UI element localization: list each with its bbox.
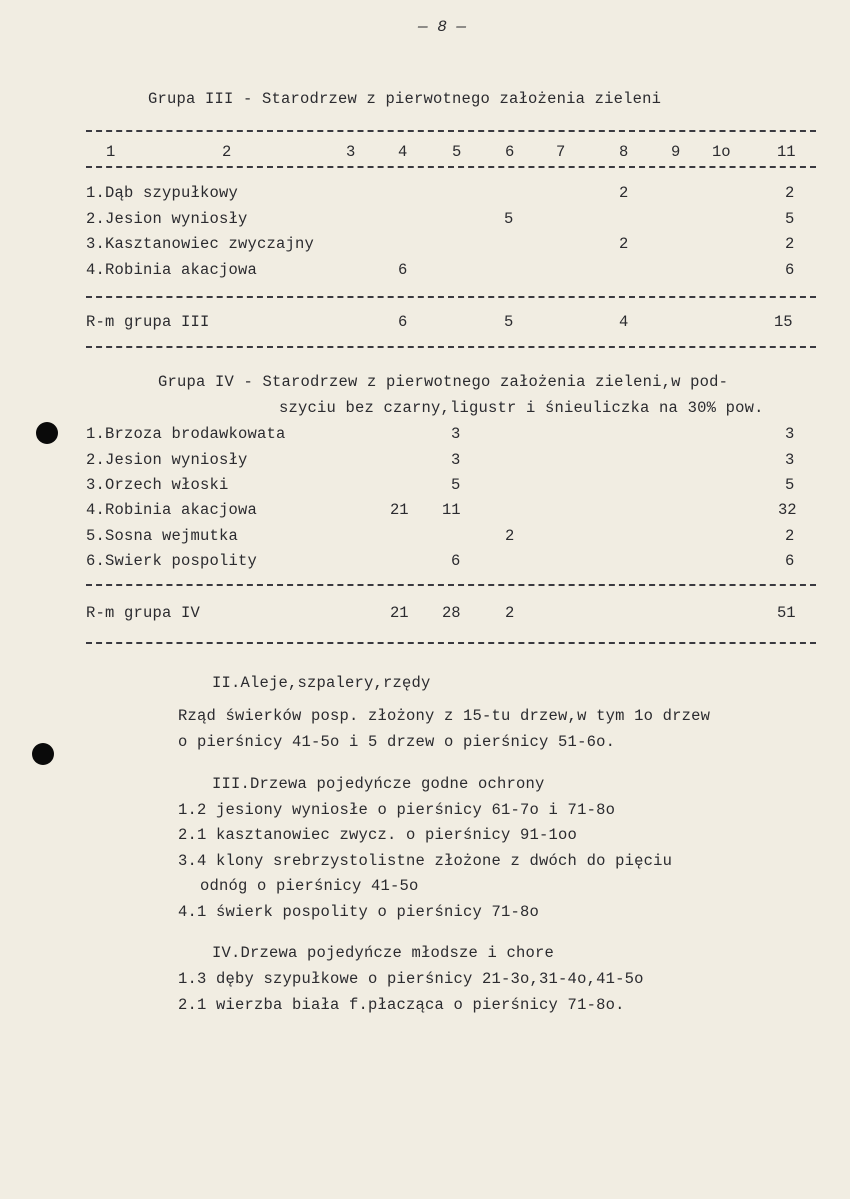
- col-header: 7: [556, 143, 566, 161]
- list-item: 1.2 jesiony wyniosłe o pierśnicy 61-7o i 71-8o: [178, 801, 616, 819]
- total-value: 28: [442, 604, 461, 622]
- section2-line: o pierśnicy 41-5o i 5 drzew o pierśnicy 51-6o.: [178, 733, 616, 751]
- section2-heading: II.Aleje,szpalery,rzędy: [212, 674, 431, 692]
- rule: [86, 346, 816, 348]
- group4-title-line1: Grupa IV - Starodrzew z pierwotnego założenia zieleni,w pod-: [158, 373, 729, 391]
- cell-value: 3: [785, 451, 795, 469]
- cell-value: 6: [785, 552, 795, 570]
- cell-value: 3: [451, 425, 461, 443]
- col-header: 11: [777, 143, 796, 161]
- col-header: 5: [452, 143, 462, 161]
- section4-heading: IV.Drzewa pojedyńcze młodsze i chore: [212, 944, 555, 962]
- cell-value: 3: [451, 451, 461, 469]
- cell-value: 2: [619, 184, 629, 202]
- cell-value: 5: [504, 210, 514, 228]
- total-label: R-m grupa III: [86, 313, 210, 331]
- species-name: 2.Jesion wyniosły: [86, 210, 248, 228]
- species-name: 2.Jesion wyniosły: [86, 451, 248, 469]
- cell-value: 2: [785, 527, 795, 545]
- section2-line: Rząd świerków posp. złożony z 15-tu drzew,w tym 1o drzew: [178, 707, 711, 725]
- col-header: 8: [619, 143, 629, 161]
- cell-value: 11: [442, 501, 461, 519]
- total-value: 4: [619, 313, 629, 331]
- species-name: 5.Sosna wejmutka: [86, 527, 239, 545]
- group3-title: Grupa III - Starodrzew z pierwotnego założenia zieleni: [148, 90, 662, 108]
- species-name: 3.Kasztanowiec zwyczajny: [86, 235, 315, 253]
- col-header: 1: [106, 143, 116, 161]
- section3-heading: III.Drzewa pojedyńcze godne ochrony: [212, 775, 545, 793]
- cell-value: 5: [785, 210, 795, 228]
- species-name: 1.Brzoza brodawkowata: [86, 425, 286, 443]
- list-item: 2.1 kasztanowiec zwycz. o pierśnicy 91-1oo: [178, 826, 578, 844]
- punch-hole-bottom: [32, 743, 54, 765]
- cell-value: 32: [778, 501, 797, 519]
- punch-hole-top: [36, 422, 58, 444]
- total-value: 51: [777, 604, 796, 622]
- list-item: 4.1 świerk pospolity o pierśnicy 71-8o: [178, 903, 540, 921]
- list-item: 3.4 klony srebrzystolistne złożone z dwóch do pięciu: [178, 852, 673, 870]
- list-item: 2.1 wierzba biała f.płacząca o pierśnicy 71-8o.: [178, 996, 625, 1014]
- list-item: 1.3 dęby szypułkowe o pierśnicy 21-3o,31-4o,41-5o: [178, 970, 644, 988]
- col-header: 1o: [712, 143, 731, 161]
- total-value: 6: [398, 313, 408, 331]
- rule: [86, 584, 816, 586]
- col-header: 2: [222, 143, 232, 161]
- rule: [86, 296, 816, 298]
- total-value: 21: [390, 604, 409, 622]
- total-label: R-m grupa IV: [86, 604, 201, 622]
- col-header: 3: [346, 143, 356, 161]
- cell-value: 21: [390, 501, 409, 519]
- col-header: 9: [671, 143, 681, 161]
- group4-title-line2: szyciu bez czarny,ligustr i śnieuliczka na 30% pow.: [279, 399, 764, 417]
- list-item-continuation: odnóg o pierśnicy 41-5o: [200, 877, 419, 895]
- rule: [86, 642, 816, 644]
- species-name: 3.Orzech włoski: [86, 476, 229, 494]
- cell-value: 6: [451, 552, 461, 570]
- rule: [86, 166, 816, 168]
- total-value: 5: [504, 313, 514, 331]
- cell-value: 2: [505, 527, 515, 545]
- species-name: 1.Dąb szypułkowy: [86, 184, 239, 202]
- rule: [86, 130, 816, 132]
- col-header: 6: [505, 143, 515, 161]
- cell-value: 2: [785, 184, 795, 202]
- cell-value: 5: [451, 476, 461, 494]
- cell-value: 3: [785, 425, 795, 443]
- species-name: 4.Robinia akacjowa: [86, 501, 258, 519]
- cell-value: 2: [619, 235, 629, 253]
- total-value: 15: [774, 313, 793, 331]
- cell-value: 5: [785, 476, 795, 494]
- total-value: 2: [505, 604, 515, 622]
- species-name: 6.Swierk pospolity: [86, 552, 258, 570]
- page-number: — 8 —: [418, 18, 467, 36]
- cell-value: 2: [785, 235, 795, 253]
- species-name: 4.Robinia akacjowa: [86, 261, 258, 279]
- cell-value: 6: [785, 261, 795, 279]
- col-header: 4: [398, 143, 408, 161]
- cell-value: 6: [398, 261, 408, 279]
